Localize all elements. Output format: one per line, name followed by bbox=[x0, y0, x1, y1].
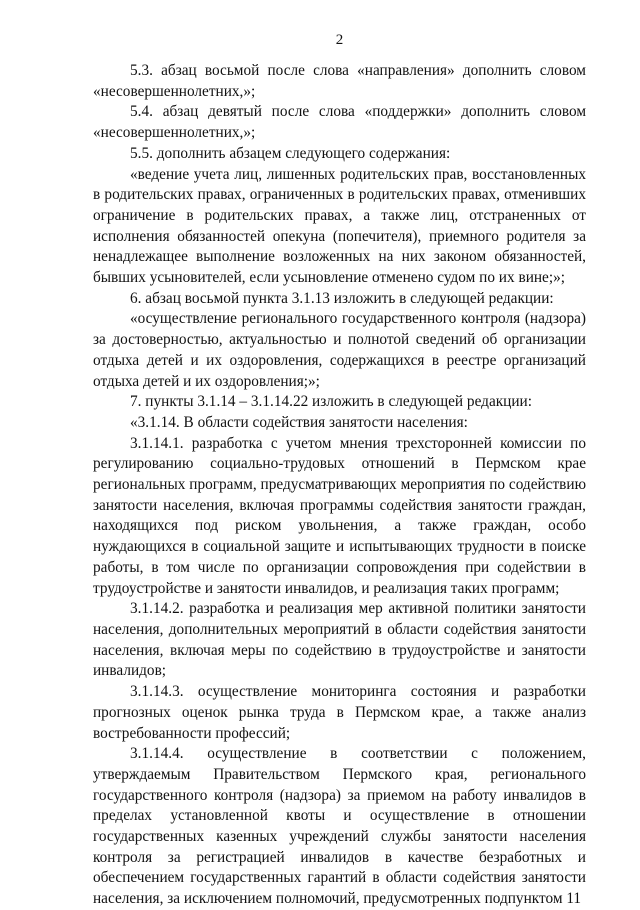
paragraph-5-5-quote: «ведение учета лиц, лишенных родительских прав, восстановленных в родительских правах, ограниченных в родительских правах, отменивших ограничение в родительских правах, а также лиц, отстраненных от исполнения обязанностей опекуна (попечителя), приемного родителя за ненадлежащее выполнение возложенных на них законом обязанностей, бывших усыновителей, если усыновление отменено судом по их вине;»; bbox=[93, 165, 586, 287]
paragraph-5-4: 5.4. абзац девятый после слова «поддержки» дополнить словом «несовершеннолетних,»; bbox=[93, 103, 586, 142]
paragraph-6-quote: «осуществление регионального государственного контроля (надзора) за достоверностью, актуальностью и полнотой сведений об организации отдыха детей и их оздоровления, содержащихся в реестре организаций отдыха детей и их оздоровления;»; bbox=[93, 310, 586, 390]
paragraph-6: 6. абзац восьмой пункта 3.1.13 изложить в следующей редакции: bbox=[130, 289, 554, 307]
paragraph-5-5: 5.5. дополнить абзацем следующего содержания: bbox=[130, 144, 451, 162]
paragraph-3-1-14: «3.1.14. В области содействия занятости населения: bbox=[130, 413, 468, 431]
paragraph-7: 7. пункты 3.1.14 – 3.1.14.22 изложить в следующей редакции: bbox=[130, 393, 532, 411]
page-number: 2 bbox=[335, 32, 344, 48]
paragraph-3-1-14-4: 3.1.14.4. осуществление в соответствии с положением, утверждаемым Правительством Пермского края, регионального государственного контроля (надзора) за приемом на работу инвалидов в пределах установленной квоты и осуществление в отношении государственных казенных учреждений службы занятости населения контроля за регистрацией инвалидов в качестве безработных и обеспечением государственных гарантий в области содействия занятости населения, за исключением полномочий, предусмотренных подпунктом 11 bbox=[93, 745, 586, 908]
paragraph-5-3: 5.3. абзац восьмой после слова «направления» дополнить словом «несовершеннолетних,»; bbox=[93, 62, 586, 100]
paragraph-3-1-14-2: 3.1.14.2. разработка и реализация мер активной политики занятости населения, дополнительных мероприятий в области содействия занятости населения, включая меры по содействию в трудоустройстве и занятости инвалидов; bbox=[93, 600, 586, 680]
paragraph-3-1-14-1: 3.1.14.1. разработка с учетом мнения трехсторонней комиссии по регулированию социально-трудовых отношений в Пермском крае региональных программ, предусматривающих мероприятия по содействию занятости населения, включая программы содействия занятости граждан, находящихся под риском увольнения, а также граждан, особо нуждающихся в социальной защите и испытывающих трудности в поиске работы, в том числе по организации сопровождения при содействии в трудоустройстве и занятости инвалидов, и реализация таких программ; bbox=[93, 434, 586, 597]
paragraph-3-1-14-3: 3.1.14.3. осуществление мониторинга состояния и разработки прогнозных оценок рынка труда в Пермском крае, а также анализ востребованности профессий; bbox=[93, 683, 586, 742]
